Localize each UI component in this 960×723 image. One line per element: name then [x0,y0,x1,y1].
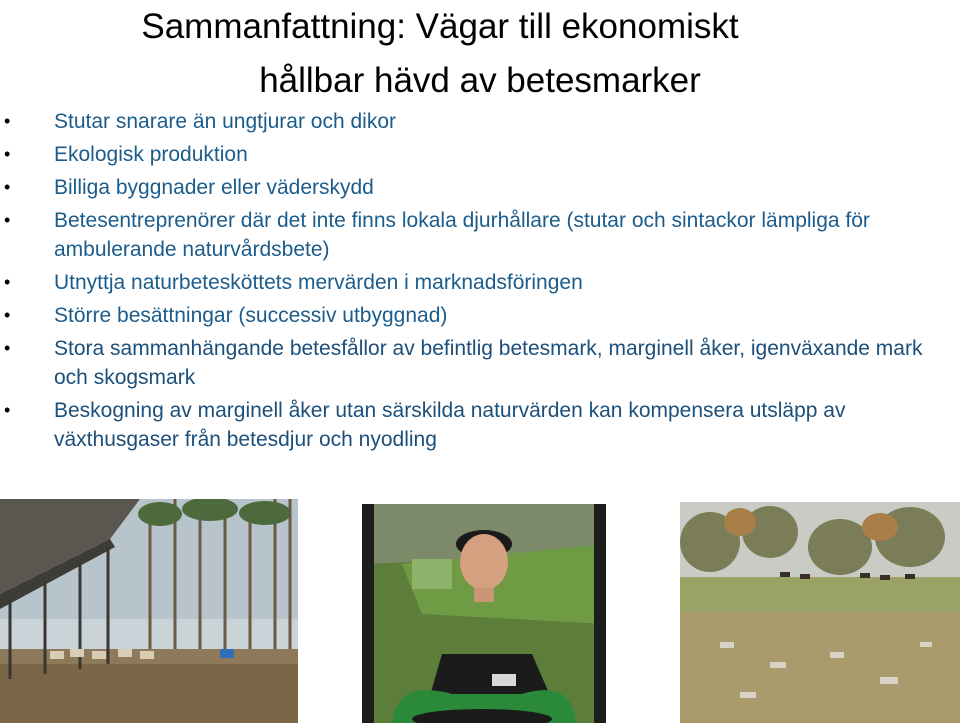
bullet-item [0,301,960,330]
slide-title [0,0,960,108]
bullet-text: Stora sammanhängande betesfållor av befintlig betesmark, marginell åker, igenväxande mark och skogsmark [54,337,923,389]
bullet-item [0,173,960,202]
bullet-dot-icon: • [4,111,11,131]
bullet-item [0,206,960,264]
bullet-dot-icon: • [4,210,11,230]
bullet-item [0,107,960,136]
bullet-text: Beskogning av marginell åker utan särskilda naturvärden kan kompensera utsläpp av växthusgaser från betesdjur och nyodling [54,399,846,451]
bullet-list [0,107,960,458]
bullet-text: Ekologisk produktion [54,143,248,166]
shed-photo [0,499,298,723]
farmer-photo [362,504,606,723]
title-line-2: hållbar hävd av betesmarker [259,61,701,100]
bullet-dot-icon: • [4,144,11,164]
pasture-illustration [680,502,960,723]
bullet-item [0,140,960,169]
bullet-dot-icon: • [4,400,11,420]
bullet-text: Stutar snarare än ungtjurar och dikor [54,110,397,133]
bullet-item [0,268,960,297]
bullet-item [0,396,960,454]
pasture-photo [680,502,960,723]
bullet-text: Billiga byggnader eller väderskydd [54,176,374,199]
bullet-text: Utnyttja naturbetesköttets mervärden i marknadsföringen [54,271,583,294]
shed-illustration [0,499,298,723]
bullet-text: Betesentreprenörer där det inte finns lokala djurhållare (stutar och sintackor lämpliga för ambulerande naturvårdsbete) [54,209,870,261]
bullet-item [0,334,960,392]
bullet-dot-icon: • [4,338,11,358]
bullet-dot-icon: • [4,305,11,325]
bullet-text: Större besättningar (successiv utbyggnad) [54,304,448,327]
bullet-dot-icon: • [4,177,11,197]
farmer-illustration [362,504,606,723]
bullet-dot-icon: • [4,272,11,292]
title-line-1: Sammanfattning: Vägar till ekonomiskt [141,7,739,46]
